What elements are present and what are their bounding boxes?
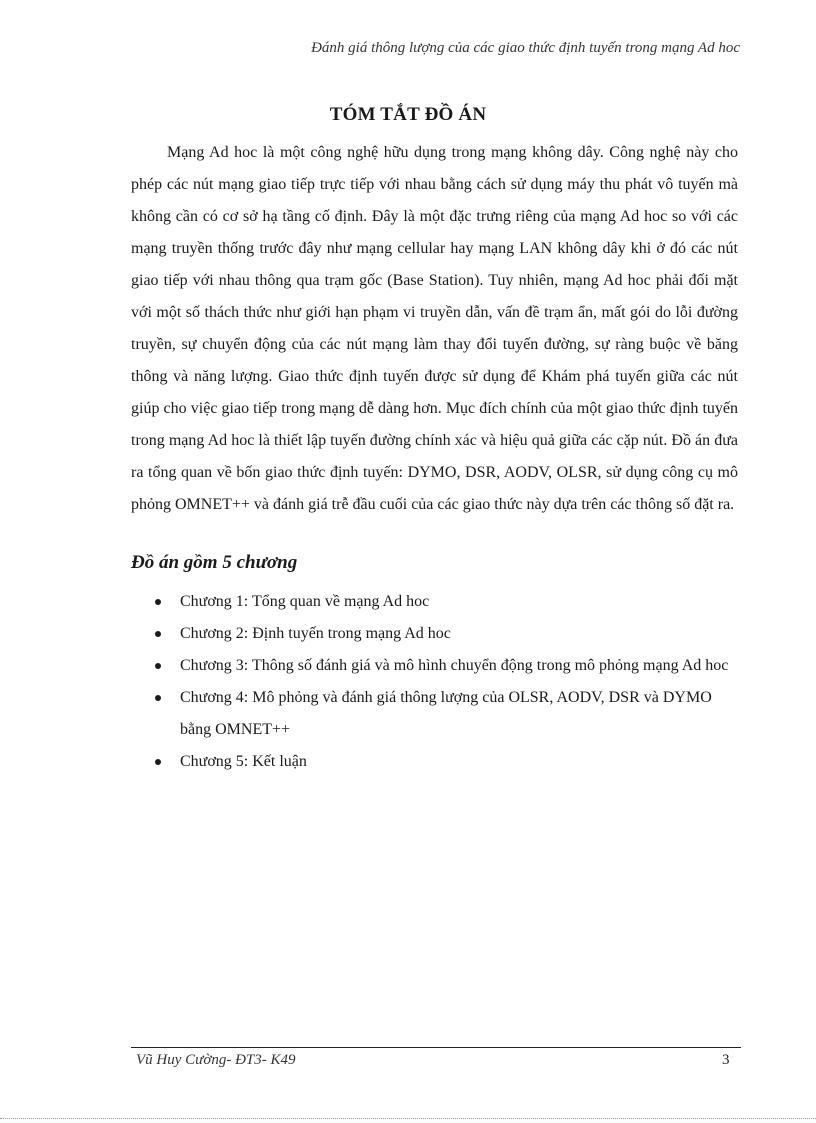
list-item	[131, 586, 741, 618]
footer-author: Vũ Huy Cường- ĐT3- K49	[136, 1052, 296, 1068]
chapter-label: Chương 1: Tổng quan về mạng Ad hoc	[180, 593, 430, 610]
bullet-icon	[155, 663, 161, 669]
chapter-list	[131, 586, 741, 778]
section-heading: Đồ án gồm 5 chương	[131, 552, 298, 573]
footer-divider	[131, 1047, 741, 1048]
list-item	[131, 746, 741, 778]
page-boundary	[0, 1118, 816, 1119]
page-title: TÓM TẮT ĐỒ ÁN	[329, 104, 487, 125]
list-item	[131, 650, 741, 682]
bullet-icon	[155, 631, 161, 637]
chapter-label: Chương 5: Kết luận	[180, 753, 307, 770]
bullet-icon	[155, 599, 161, 605]
list-item	[131, 682, 741, 746]
chapter-label: Chương 3: Thông số đánh giá và mô hình chuyển động trong mô phỏng mạng Ad hoc	[180, 657, 729, 674]
list-item	[131, 618, 741, 650]
bullet-icon	[155, 695, 161, 701]
running-header: Đánh giá thông lượng của các giao thức định tuyến trong mạng Ad hoc	[311, 40, 740, 56]
bullet-icon	[155, 759, 161, 765]
chapter-label: Chương 4: Mô phỏng và đánh giá thông lượng của OLSR, AODV, DSR và DYMO bằng OMNET++	[180, 689, 712, 738]
chapter-label: Chương 2: Định tuyến trong mạng Ad hoc	[180, 625, 451, 642]
abstract-paragraph: Mạng Ad hoc là một công nghệ hữu dụng trong mạng không dây. Công nghệ này cho phép các nút mạng giao tiếp trực tiếp với nhau bằng cách sử dụng máy thu phát vô tuyến mà không cần có cơ sở hạ tầng cố định. Đây là một đặc trưng riêng của mạng Ad hoc so với các mạng truyền thống trước đây như mạng cellular hay mạng LAN không dây khi ở đó các nút giao tiếp với nhau thông qua trạm gốc (Base Station). Tuy nhiên, mạng Ad hoc phải đối mặt với một số thách thức như giới hạn phạm vi truyền dẫn, vấn đề trạm ẩn, mất gói do lỗi đường truyền, sự chuyển động của các nút mạng làm thay đổi tuyến đường, sự ràng buộc về băng thông và năng lượng. Giao thức định tuyến được sử dụng để Khám phá tuyến giữa các nút giúp cho việc giao tiếp trong mạng dễ dàng hơn. Mục đích chính của một giao thức định tuyến trong mạng Ad hoc là thiết lập tuyến đường chính xác và hiệu quả giữa các cặp nút. Đồ án đưa ra tổng quan về bốn giao thức định tuyến: DYMO, DSR, AODV, OLSR, sử dụng công cụ mô phỏng OMNET++ và đánh giá trễ đầu cuối của các giao thức này dựa trên các thông số đặt ra.	[131, 144, 738, 513]
page-number: 3	[722, 1052, 730, 1068]
